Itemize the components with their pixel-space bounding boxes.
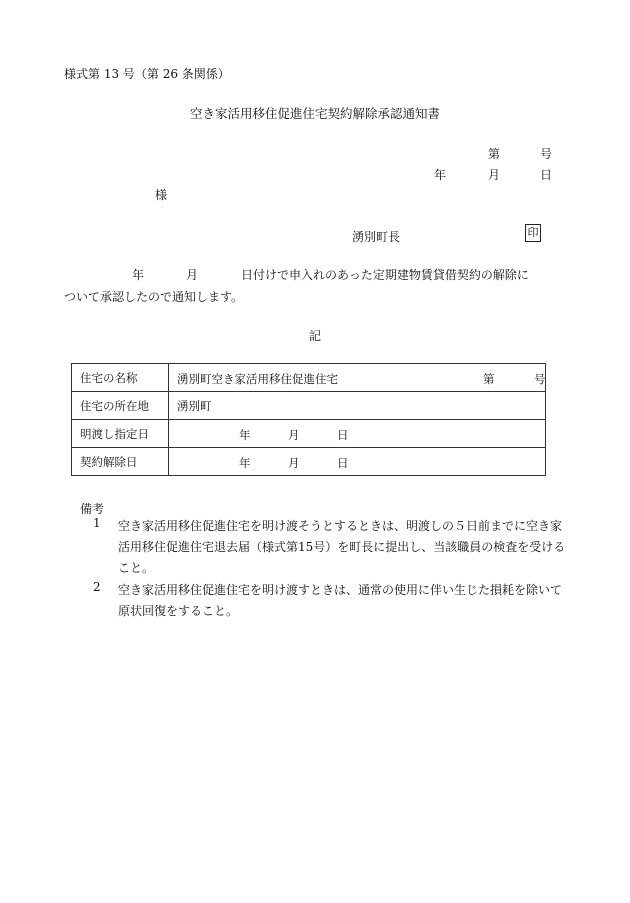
doc-number-suffix: 号 bbox=[540, 147, 553, 161]
document-title: 空き家活用移住促進住宅契約解除承認通知書 bbox=[189, 106, 440, 121]
ki-heading: 記 bbox=[308, 329, 321, 343]
table-row bbox=[72, 392, 546, 420]
vacate-date-day: 日 bbox=[337, 428, 349, 442]
body-text-line1: 日付けで申入れのあった定期建物賃貸借契約の解除に bbox=[241, 268, 529, 282]
row-label: 契約解除日 bbox=[72, 448, 169, 476]
termination-date-month: 月 bbox=[288, 456, 300, 470]
table-row bbox=[72, 448, 546, 476]
remark-text: 空き家活用移住促進住宅を明け渡すときは、通常の使用に伴い生じた損耗を除いて原状回復をすること。 bbox=[118, 583, 563, 618]
table-row bbox=[72, 364, 546, 392]
row-value bbox=[169, 364, 546, 392]
body-year: 年 bbox=[132, 268, 145, 282]
housing-number-suffix: 号 bbox=[534, 372, 546, 386]
issuer-name: 湧別町長 bbox=[352, 230, 401, 244]
issue-date-year: 年 bbox=[434, 168, 447, 182]
row-label: 住宅の所在地 bbox=[72, 392, 169, 420]
row-label: 住宅の名称 bbox=[72, 364, 169, 392]
table-row bbox=[72, 420, 546, 448]
housing-number-prefix: 第 bbox=[483, 372, 495, 386]
issue-date-day: 日 bbox=[540, 168, 553, 182]
remark-text: 空き家活用移住促進住宅を明け渡そうとするときは、明渡しの５日前までに空き家活用移住促進住宅退去届（様式第15号）を町長に提出し、当該職員の検査を受けること。 bbox=[118, 519, 566, 575]
housing-location: 湧別町 bbox=[169, 392, 546, 420]
row-value bbox=[169, 420, 546, 448]
housing-info-table bbox=[71, 363, 546, 476]
body-text-line2: ついて承認したので通知します。 bbox=[64, 290, 244, 304]
body-month: 月 bbox=[186, 268, 199, 282]
housing-name: 湧別町空き家活用移住促進住宅 bbox=[177, 372, 338, 386]
termination-date-day: 日 bbox=[337, 456, 349, 470]
form-number-label: 様式第 13 号（第 26 条関係） bbox=[64, 67, 230, 81]
seal-mark: 印 bbox=[525, 224, 541, 242]
row-label: 明渡し指定日 bbox=[72, 420, 169, 448]
remarks-heading: 備考 bbox=[80, 502, 105, 516]
issue-date-month: 月 bbox=[488, 168, 501, 182]
vacate-date-year: 年 bbox=[239, 428, 251, 442]
vacate-date-month: 月 bbox=[288, 428, 300, 442]
addressee-honorific: 様 bbox=[155, 188, 168, 202]
doc-number-prefix: 第 bbox=[488, 147, 501, 161]
row-value bbox=[169, 448, 546, 476]
remark-number: 2 bbox=[93, 580, 101, 594]
remark-number: 1 bbox=[93, 516, 101, 530]
termination-date-year: 年 bbox=[239, 456, 251, 470]
